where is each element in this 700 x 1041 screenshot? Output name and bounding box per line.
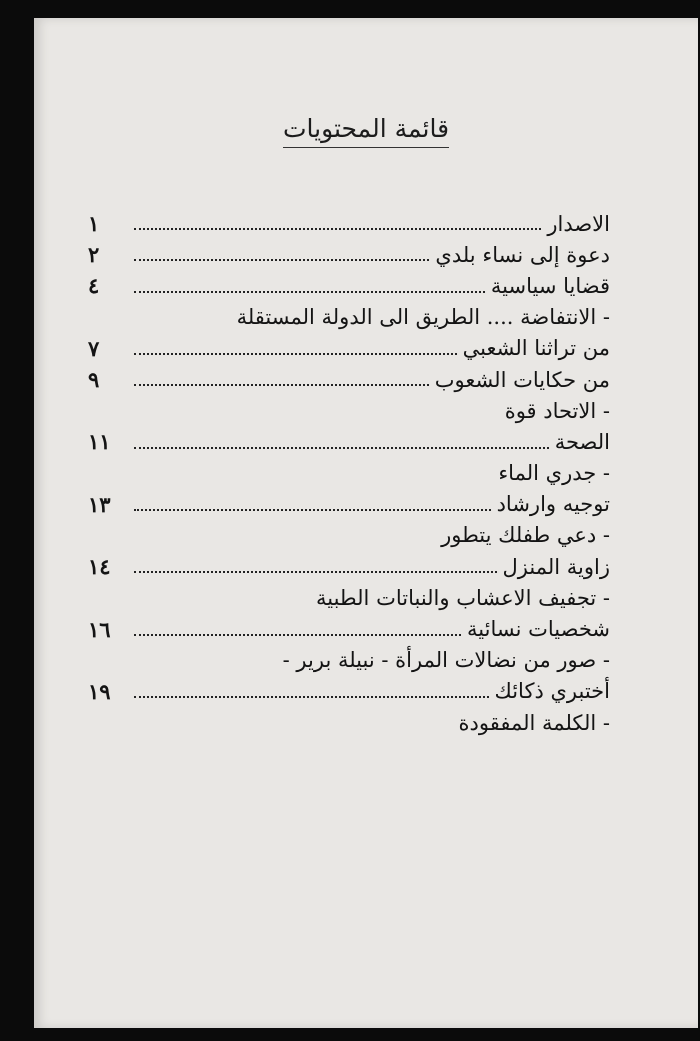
toc-entry-4 xyxy=(88,333,610,364)
toc-entry-label: - الانتفاضة .... الطريق الى الدولة المستقلة xyxy=(236,305,610,330)
toc-entry-label: الاصدار xyxy=(547,211,610,236)
dot-leader xyxy=(134,258,429,261)
document-page xyxy=(34,18,698,1028)
dot-leader xyxy=(134,508,491,511)
toc-entry-label: - جدري الماء xyxy=(498,461,610,486)
toc-entry-page: ١٦ xyxy=(88,616,111,642)
toc-entry-label: من تراثنا الشعبي xyxy=(462,336,610,361)
dot-leader xyxy=(134,570,497,573)
toc-entry-3 xyxy=(88,302,610,333)
toc-entry-label: زاوية المنزل xyxy=(502,554,610,579)
toc-entry-10 xyxy=(88,520,610,551)
toc-entry-2 xyxy=(88,270,610,301)
toc-entry-13 xyxy=(88,613,610,644)
toc-entry-label: أختبري ذكائك xyxy=(494,679,610,704)
dot-leader xyxy=(134,633,461,636)
toc-entry-page: ٧ xyxy=(88,335,100,361)
toc-entry-page: ١٩ xyxy=(88,678,111,704)
toc-entry-label: - تجفيف الاعشاب والنباتات الطبية xyxy=(316,585,610,610)
toc-entry-5 xyxy=(88,364,610,395)
title-text: قائمة المحتويات xyxy=(283,114,449,148)
table-of-contents xyxy=(88,208,610,738)
toc-entry-11 xyxy=(88,551,610,582)
dot-leader xyxy=(134,446,549,449)
dot-leader xyxy=(134,383,429,386)
toc-entry-label: الصحة xyxy=(554,429,610,454)
toc-entry-12 xyxy=(88,582,610,613)
toc-entry-9 xyxy=(88,489,610,520)
dot-leader xyxy=(134,290,485,293)
toc-entry-label: توجيه وارشاد xyxy=(496,492,610,517)
toc-entry-1 xyxy=(88,239,610,270)
toc-entry-label: - دعي طفلك يتطور xyxy=(441,523,610,548)
dot-leader xyxy=(134,352,457,355)
toc-entry-15 xyxy=(88,676,610,707)
toc-entry-page: ٩ xyxy=(88,367,100,393)
toc-entry-label: من حكايات الشعوب xyxy=(434,367,610,392)
toc-entry-label: قضايا سياسية xyxy=(490,273,610,298)
toc-entry-0 xyxy=(88,208,610,239)
toc-entry-label: - الكلمة المفقودة xyxy=(458,710,610,735)
dot-leader xyxy=(134,695,489,698)
toc-entry-label: دعوة إلى نساء بلدي xyxy=(435,242,610,267)
toc-entry-14 xyxy=(88,645,610,676)
toc-entry-16 xyxy=(88,707,610,738)
page-title xyxy=(34,114,698,148)
toc-entry-page: ٤ xyxy=(88,273,100,299)
toc-entry-6 xyxy=(88,395,610,426)
toc-entry-page: ٢ xyxy=(88,242,100,268)
toc-entry-label: شخصيات نسائية xyxy=(467,617,610,642)
toc-entry-8 xyxy=(88,458,610,489)
toc-entry-label: - صور من نضالات المرأة - نبيلة برير - xyxy=(282,648,610,673)
toc-entry-page: ١١ xyxy=(88,429,111,455)
toc-entry-page: ١ xyxy=(88,211,100,237)
dot-leader xyxy=(134,227,541,230)
toc-entry-page: ١٣ xyxy=(88,491,111,517)
toc-entry-label: - الاتحاد قوة xyxy=(504,398,610,423)
toc-entry-7 xyxy=(88,426,610,457)
toc-entry-page: ١٤ xyxy=(88,554,111,580)
